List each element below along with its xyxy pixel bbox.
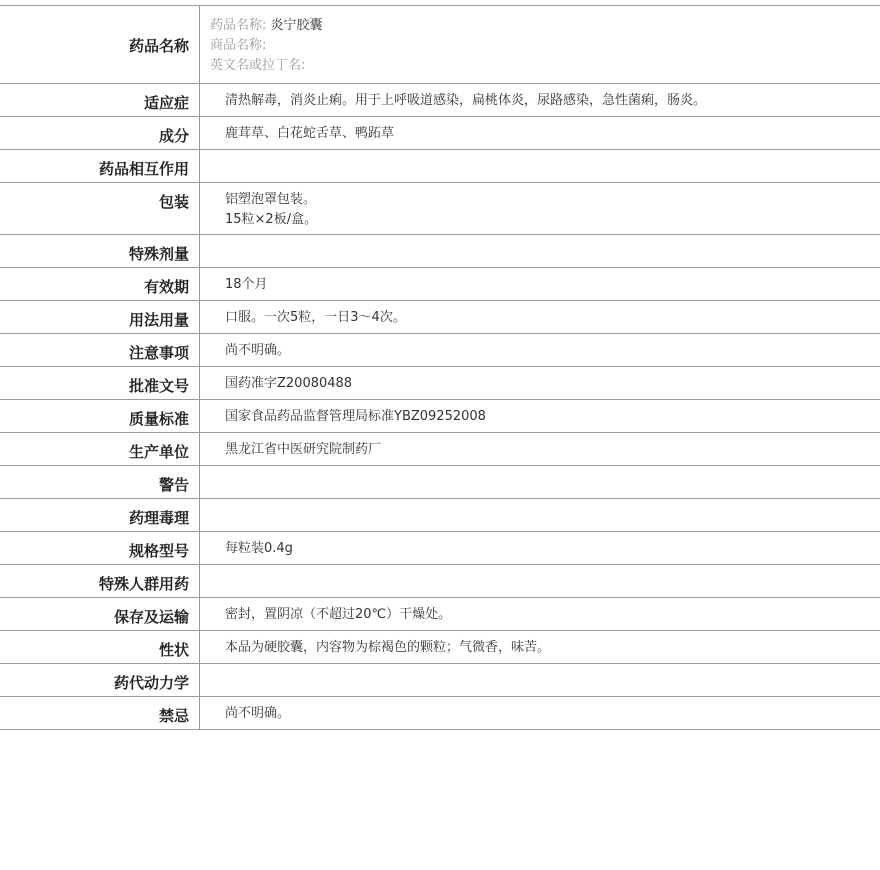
row-pharmacokinetics: [0, 664, 880, 697]
row-special-dosage: [0, 235, 880, 268]
row-label: 警告: [0, 466, 200, 498]
row-indications: [0, 84, 880, 117]
row-warning: [0, 466, 880, 499]
row-special-populations: [0, 565, 880, 598]
row-packaging: [0, 183, 880, 235]
row-value: 18个月: [225, 277, 268, 292]
generic-name-line: [210, 16, 880, 36]
row-value: [200, 235, 880, 267]
row-value: 口服。一次5粒，一日3～4次。: [225, 310, 406, 325]
row-label: 质量标准: [0, 400, 200, 432]
row-label: 批准文号: [0, 367, 200, 399]
row-description: [0, 631, 880, 664]
row-approval-number: [0, 367, 880, 400]
row-precautions: [0, 334, 880, 367]
row-value: [200, 466, 880, 498]
row-label: 禁忌: [0, 697, 200, 729]
row-label: 包装: [0, 183, 200, 234]
row-value: 密封，置阴凉（不超过20℃）干燥处。: [225, 607, 452, 622]
row-value: [200, 664, 880, 696]
row-shelf-life: [0, 268, 880, 301]
row-label: 注意事项: [0, 334, 200, 366]
row-label: 特殊剂量: [0, 235, 200, 267]
row-ingredients: [0, 117, 880, 150]
generic-name-key: 药品名称:: [210, 18, 267, 33]
row-drug-name: [0, 6, 880, 84]
row-label: 特殊人群用药: [0, 565, 200, 597]
row-value: 国家食品药品监督管理局标准YBZ09252008: [225, 409, 486, 424]
generic-name-value: 炎宁胶囊: [270, 18, 323, 33]
row-value: 清热解毒，消炎止痢。用于上呼吸道感染，扁桃体炎，尿路感染，急性菌痢，肠炎。: [225, 93, 707, 108]
row-value: [200, 565, 880, 597]
trade-name-line: [210, 36, 880, 56]
row-value: 尚不明确。: [225, 706, 291, 721]
row-drug-interactions: [0, 150, 880, 183]
row-value: 鹿茸草、白花蛇舌草、鸭跖草: [225, 126, 395, 141]
english-name-key: 英文名或拉丁名:: [210, 58, 306, 73]
row-value: [200, 183, 880, 234]
row-pharmacology-toxicology: [0, 499, 880, 532]
row-label: 药理毒理: [0, 499, 200, 531]
trade-name-key: 商品名称:: [210, 38, 267, 53]
row-value: 国药准字Z20080488: [225, 376, 353, 391]
row-value: 尚不明确。: [225, 343, 291, 358]
row-value: [200, 6, 880, 83]
row-label: 成分: [0, 117, 200, 149]
row-quality-standard: [0, 400, 880, 433]
row-label: 用法用量: [0, 301, 200, 333]
packaging-line-1: 铝塑泡罩包装。: [225, 192, 317, 207]
row-label: 性状: [0, 631, 200, 663]
row-label: 药品名称: [0, 6, 200, 83]
row-manufacturer: [0, 433, 880, 466]
row-value: [200, 499, 880, 531]
row-specification: [0, 532, 880, 565]
packaging-line-2: 15粒×2板/盒。: [225, 212, 318, 227]
row-value: 本品为硬胶囊，内容物为棕褐色的颗粒；气微香，味苦。: [225, 640, 551, 655]
row-label: 药品相互作用: [0, 150, 200, 182]
row-dosage: [0, 301, 880, 334]
row-label: 有效期: [0, 268, 200, 300]
drug-spec-table: [0, 5, 880, 730]
row-label: 保存及运输: [0, 598, 200, 630]
row-contraindications: [0, 697, 880, 730]
row-label: 适应症: [0, 84, 200, 116]
row-storage: [0, 598, 880, 631]
row-value: 每粒装0.4g: [225, 541, 293, 556]
english-name-line: [210, 56, 880, 76]
row-label: 规格型号: [0, 532, 200, 564]
row-label: 药代动力学: [0, 664, 200, 696]
row-value: 黑龙江省中医研究院制药厂: [225, 442, 382, 457]
row-value: [200, 150, 880, 182]
row-label: 生产单位: [0, 433, 200, 465]
